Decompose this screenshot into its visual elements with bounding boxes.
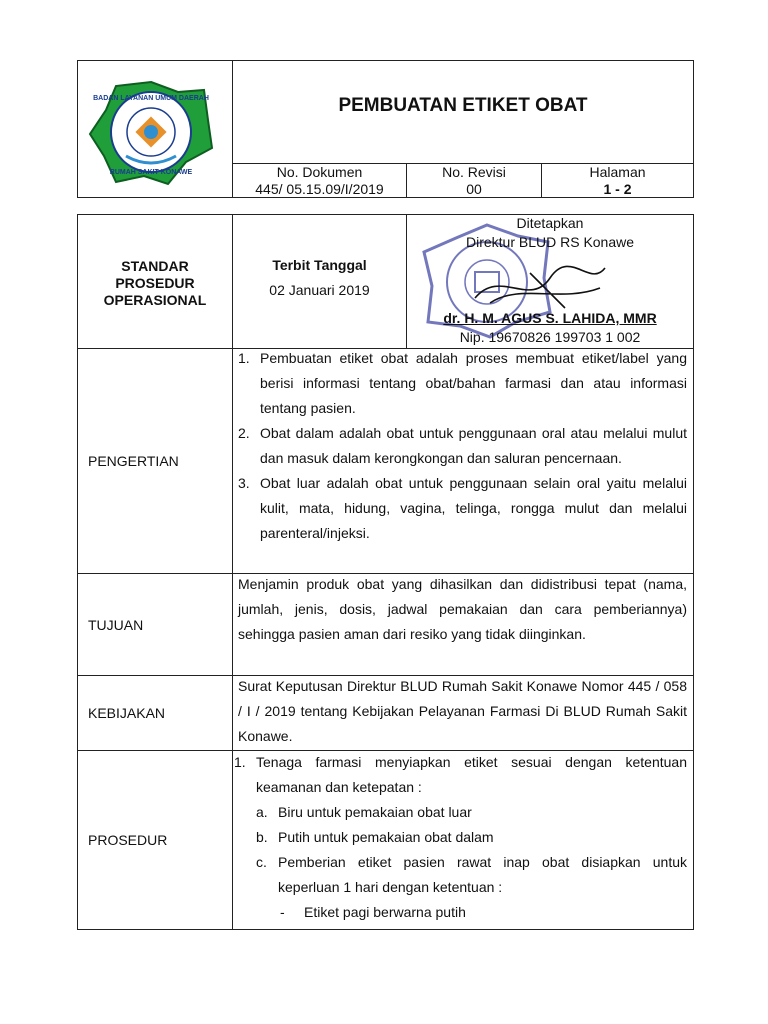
tujuan-content: Menjamin produk obat yang dihasilkan dan didistribusi tepat (nama, jumlah, jenis, dosis, jadwal pemakaian dan cara pemberiannya) sehingga pasien aman dari resiko yang tidak diinginkan. — [238, 576, 687, 642]
list-number: b. — [256, 829, 268, 845]
section-label-prosedur: PROSEDUR — [88, 832, 168, 848]
list-text: Pemberian etiket pasien rawat inap obat disiapkan untuk keperluan 1 hari dengan ketentuan : — [278, 854, 687, 895]
revision-cell — [407, 164, 541, 198]
revision-value: 00 — [466, 181, 482, 197]
list-number: 3. — [238, 475, 250, 491]
spo-title-line-3: OPERASIONAL — [103, 292, 207, 308]
list-bullet: - — [280, 904, 285, 920]
list-number: a. — [256, 804, 268, 820]
list-text: Etiket pagi berwarna putih — [304, 904, 466, 920]
director-nip: Nip. 19670826 199703 1 002 — [459, 329, 641, 345]
director-title: Direktur BLUD RS Konawe — [465, 234, 635, 250]
prosedur-sub-c — [234, 850, 687, 900]
list-text: Tenaga farmasi menyiapkan etiket sesuai dengan ketentuan keamanan dan ketepatan : — [256, 754, 687, 795]
kebijakan-content: Surat Keputusan Direktur BLUD Rumah Sakit Konawe Nomor 445 / 058 / I / 2019 tentang Kebijakan Pelayanan Farmasi Di BLUD Rumah Sakit Konawe. — [238, 678, 687, 744]
list-text: Obat luar adalah obat untuk penggunaan selain oral yaitu melalui kulit, mata, hidung, vagina, telinga, rongga mulut dan melalui parenteral/injeksi. — [260, 475, 687, 541]
svg-text:BADAN LAYANAN UMUM DAERAH: BADAN LAYANAN UMUM DAERAH — [93, 95, 209, 102]
page-value: 1 - 2 — [603, 181, 632, 197]
list-number: 1. — [234, 754, 246, 770]
pengertian-item-2 — [238, 421, 687, 471]
list-text: Biru untuk pemakaian obat luar — [278, 804, 472, 820]
spo-title-line-2: PROSEDUR — [115, 275, 195, 291]
prosedur-content — [234, 750, 687, 925]
hospital-logo — [86, 78, 216, 188]
list-number: c. — [256, 854, 267, 870]
list-number: 1. — [238, 350, 250, 366]
list-text: Pembuatan etiket obat adalah proses membuat etiket/label yang berisi informasi tentang obat/bahan farmasi dan atau informasi tentang pasien. — [260, 350, 687, 416]
prosedur-item-1 — [234, 750, 687, 800]
pengertian-content — [238, 346, 687, 546]
issue-date-value: 02 Januari 2019 — [269, 282, 370, 298]
spo-title-line-1: STANDAR — [121, 258, 189, 274]
issue-date-cell — [233, 257, 406, 298]
ditetapkan-label: Ditetapkan — [516, 215, 584, 231]
spo-title — [78, 258, 232, 309]
director-signature — [470, 258, 610, 318]
prosedur-dash-item — [234, 900, 687, 925]
revision-label: No. Revisi — [442, 164, 506, 180]
doc-number-value: 445/ 05.15.09/I/2019 — [255, 181, 384, 197]
page-label: Halaman — [589, 164, 646, 180]
prosedur-sub-a — [234, 800, 687, 825]
prosedur-sub-b — [234, 825, 687, 850]
list-number: 2. — [238, 425, 250, 441]
doc-number-label: No. Dokumen — [276, 164, 363, 180]
list-text: Putih untuk pemakaian obat dalam — [278, 829, 494, 845]
section-label-pengertian: PENGERTIAN — [88, 453, 179, 469]
pengertian-item-3 — [238, 471, 687, 546]
page-cell — [542, 164, 693, 198]
section-label-kebijakan: KEBIJAKAN — [88, 705, 166, 721]
issue-date-label: Terbit Tanggal — [272, 257, 367, 273]
section-label-tujuan: TUJUAN — [88, 616, 144, 633]
director-name: dr. H. M. AGUS S. LAHIDA, MMR — [443, 310, 657, 326]
doc-number-cell — [233, 164, 406, 198]
svg-text:RUMAH SAKIT KONAWE: RUMAH SAKIT KONAWE — [109, 169, 193, 176]
list-text: Obat dalam adalah obat untuk penggunaan oral atau melalui mulut dan masuk dalam kerongkongan dan saluran pencernaan. — [260, 425, 687, 466]
pengertian-item-1 — [238, 346, 687, 421]
document-title: PEMBUATAN ETIKET OBAT — [338, 95, 588, 116]
